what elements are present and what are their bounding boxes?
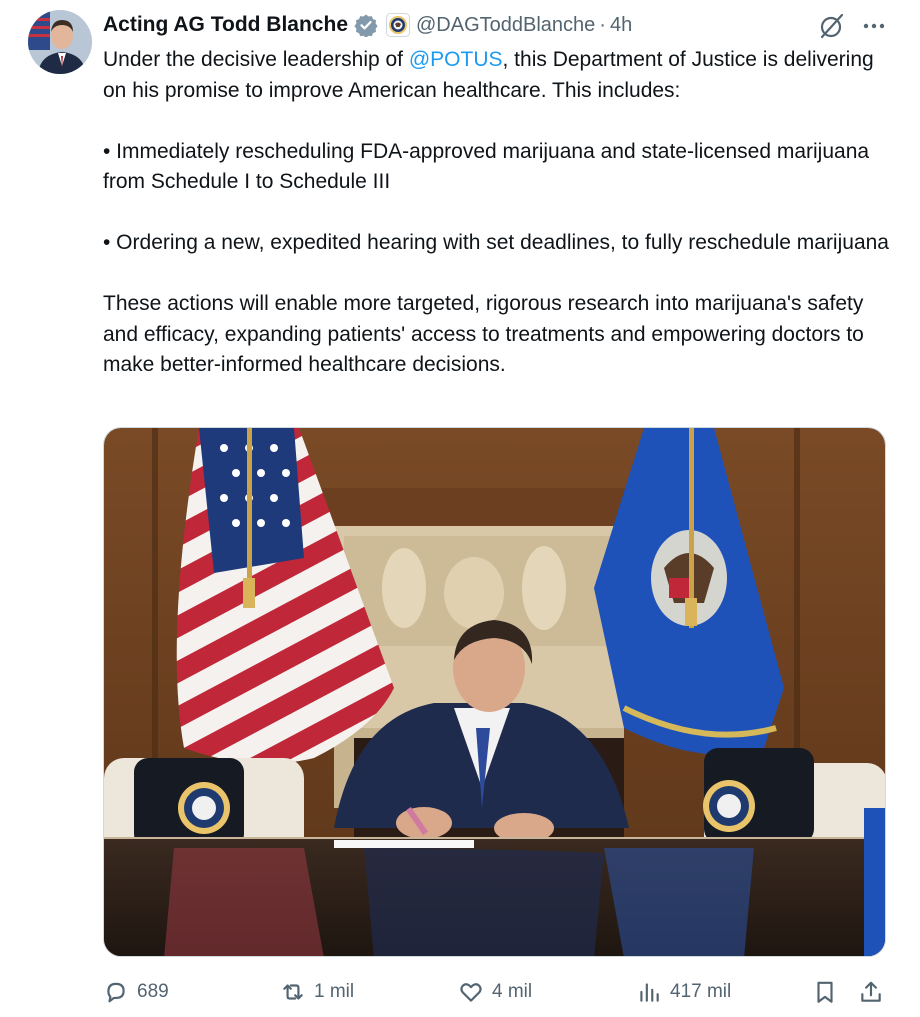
- author-handle[interactable]: @DAGToddBlanche: [416, 13, 596, 36]
- tweet-bullet-1: • Immediately rescheduling FDA-approved marijuana and state-licensed marijuana from Schedule I to Schedule III: [103, 139, 870, 193]
- more-icon[interactable]: [860, 12, 888, 40]
- tweet-intro: [103, 45, 893, 106]
- tweet-photo[interactable]: [103, 427, 886, 957]
- author-display-name[interactable]: Acting AG Todd Blanche: [103, 13, 348, 36]
- tweet-text: [103, 45, 893, 381]
- tweet-actions: [0, 972, 920, 1012]
- reply-count: 689: [137, 981, 169, 1002]
- views-icon: [636, 979, 662, 1005]
- reply-icon: [103, 979, 129, 1005]
- tweet-closing: These actions will enable more targeted, rigorous research into marijuana's safety and efficacy, expanding patients' access to treatments and empowering doctors to make better-informed healthcare decisions.: [103, 292, 864, 376]
- bookmark-button[interactable]: [812, 972, 838, 1012]
- intro-text-continued: , this Department of Justice is delivering on his promise to improve American healthcare. This includes:: [103, 48, 874, 102]
- repost-count: 1 mil: [314, 981, 355, 1002]
- tweet-bullet-2: • Ordering a new, expedited hearing with set deadlines, to fully reschedule marijuana: [103, 231, 889, 254]
- like-count: 4 mil: [492, 981, 533, 1002]
- verified-badge-icon: [354, 13, 378, 37]
- mention-link[interactable]: @POTUS: [408, 48, 503, 71]
- heart-icon: [458, 979, 484, 1005]
- reply-button[interactable]: [103, 972, 169, 1012]
- share-icon: [858, 979, 884, 1005]
- tweet-timestamp[interactable]: 4h: [609, 13, 633, 36]
- views-button[interactable]: [636, 972, 731, 1012]
- intro-text: Under the decisive leadership of: [103, 48, 409, 71]
- header-separator: ·: [599, 13, 606, 36]
- grok-icon[interactable]: [818, 12, 846, 40]
- doj-seal-icon[interactable]: [386, 13, 410, 37]
- bookmark-icon: [812, 979, 838, 1005]
- repost-icon: [280, 979, 306, 1005]
- views-count: 417 mil: [670, 981, 732, 1002]
- tweet-header: [103, 10, 632, 40]
- author-avatar[interactable]: [28, 10, 92, 74]
- repost-button[interactable]: [280, 972, 354, 1012]
- like-button[interactable]: [458, 972, 532, 1012]
- share-button[interactable]: [858, 972, 884, 1012]
